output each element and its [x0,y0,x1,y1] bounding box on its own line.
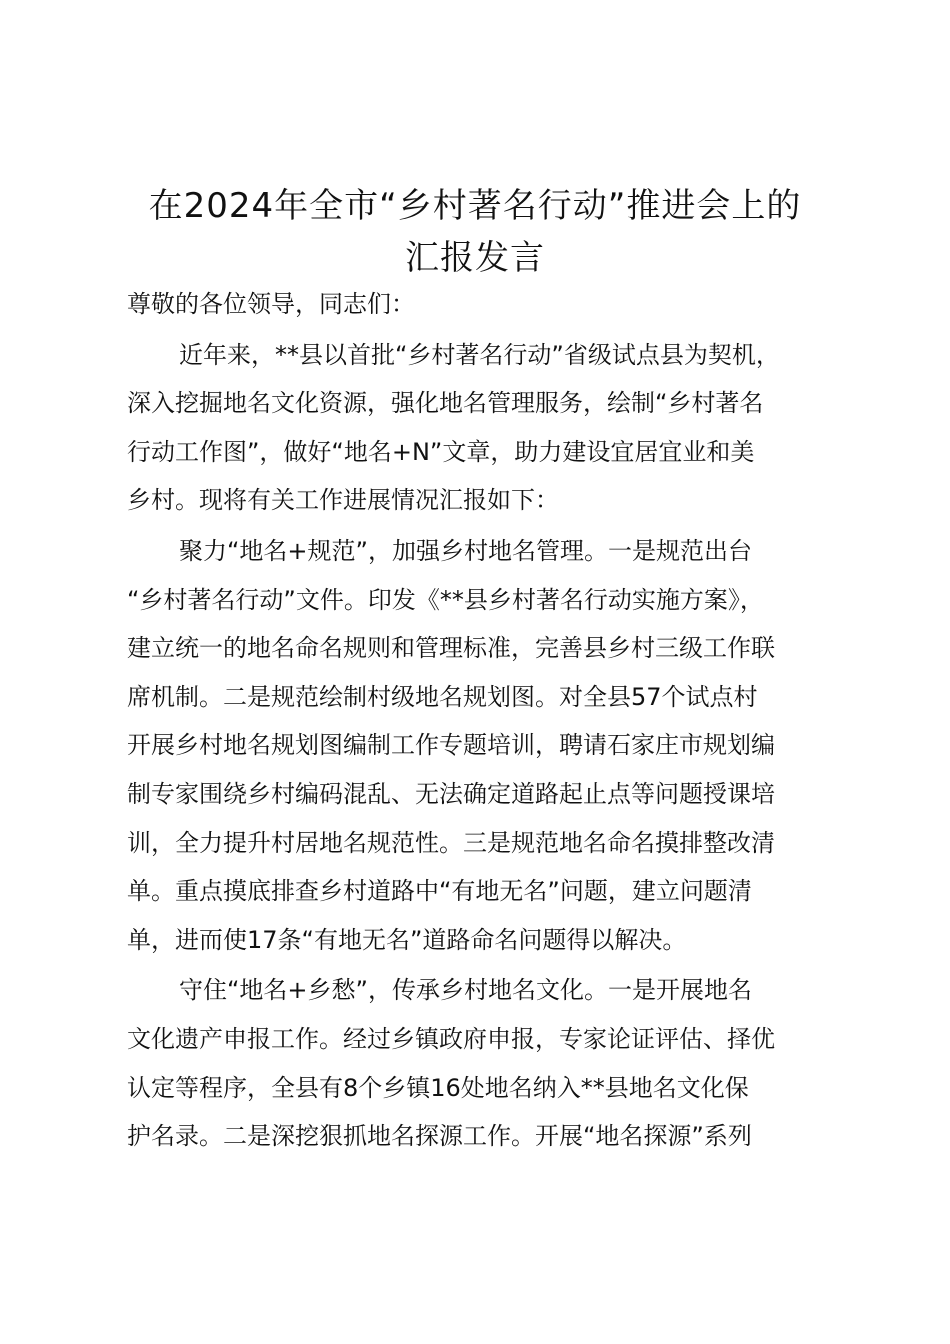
paragraph-line: 开展乡村地名规划图编制工作专题培训，聘请石家庄市规划编 [127,731,775,760]
paragraph-line: 单，进而使17条“有地无名”道路命名问题得以解决。 [127,925,687,954]
document-title [100,180,850,284]
paragraph-line: 近年来，**县以首批“乡村著名行动”省级试点县为契机， [179,340,780,369]
salutation: 尊敬的各位领导，同志们： [127,290,415,318]
paragraph-line: 制专家围绕乡村编码混乱、无法确定道路起止点等问题授课培 [127,779,775,808]
paragraph-line: “乡村著名行动”文件。印发《**县乡村著名行动实施方案》， [127,585,764,614]
paragraph-line: 席机制。二是规范绘制村级地名规划图。对全县57个试点村 [127,682,758,711]
paragraph-line: 单。重点摸底排查乡村道路中“有地无名”问题，建立问题清 [127,877,752,906]
paragraph-line: 认定等程序，全县有8个乡镇16处地名纳入**县地名文化保 [127,1073,749,1102]
paragraph-line: 护名录。二是深挖狠抓地名探源工作。开展“地名探源”系列 [127,1122,752,1151]
paragraph-2 [127,527,839,964]
title-line-1: 在2024年全市“乡村著名行动”推进会上的 [148,186,802,226]
paragraph-line: 守住“地名+乡愁”，传承乡村地名文化。一是开展地名 [179,976,752,1005]
title-line-2: 汇报发言 [405,238,545,278]
paragraph-line: 建立统一的地名命名规则和管理标准，完善县乡村三级工作联 [127,634,775,663]
paragraph-3 [127,966,839,1160]
paragraph-line: 行动工作图”，做好“地名+N”文章，助力建设宜居宜业和美 [127,437,755,466]
paragraph-1 [127,331,839,525]
document-body [127,280,839,1161]
paragraph-line: 文化遗产申报工作。经过乡镇政府申报，专家论证评估、择优 [127,1024,775,1053]
paragraph-line: 乡村。现将有关工作进展情况汇报如下： [127,486,559,515]
paragraph-line: 训，全力提升村居地名规范性。三是规范地名命名摸排整改清 [127,828,775,857]
paragraph-line: 聚力“地名+规范”，加强乡村地名管理。一是规范出台 [179,536,752,565]
paragraph-line: 深入挖掘地名文化资源，强化地名管理服务，绘制“乡村著名 [127,389,764,418]
